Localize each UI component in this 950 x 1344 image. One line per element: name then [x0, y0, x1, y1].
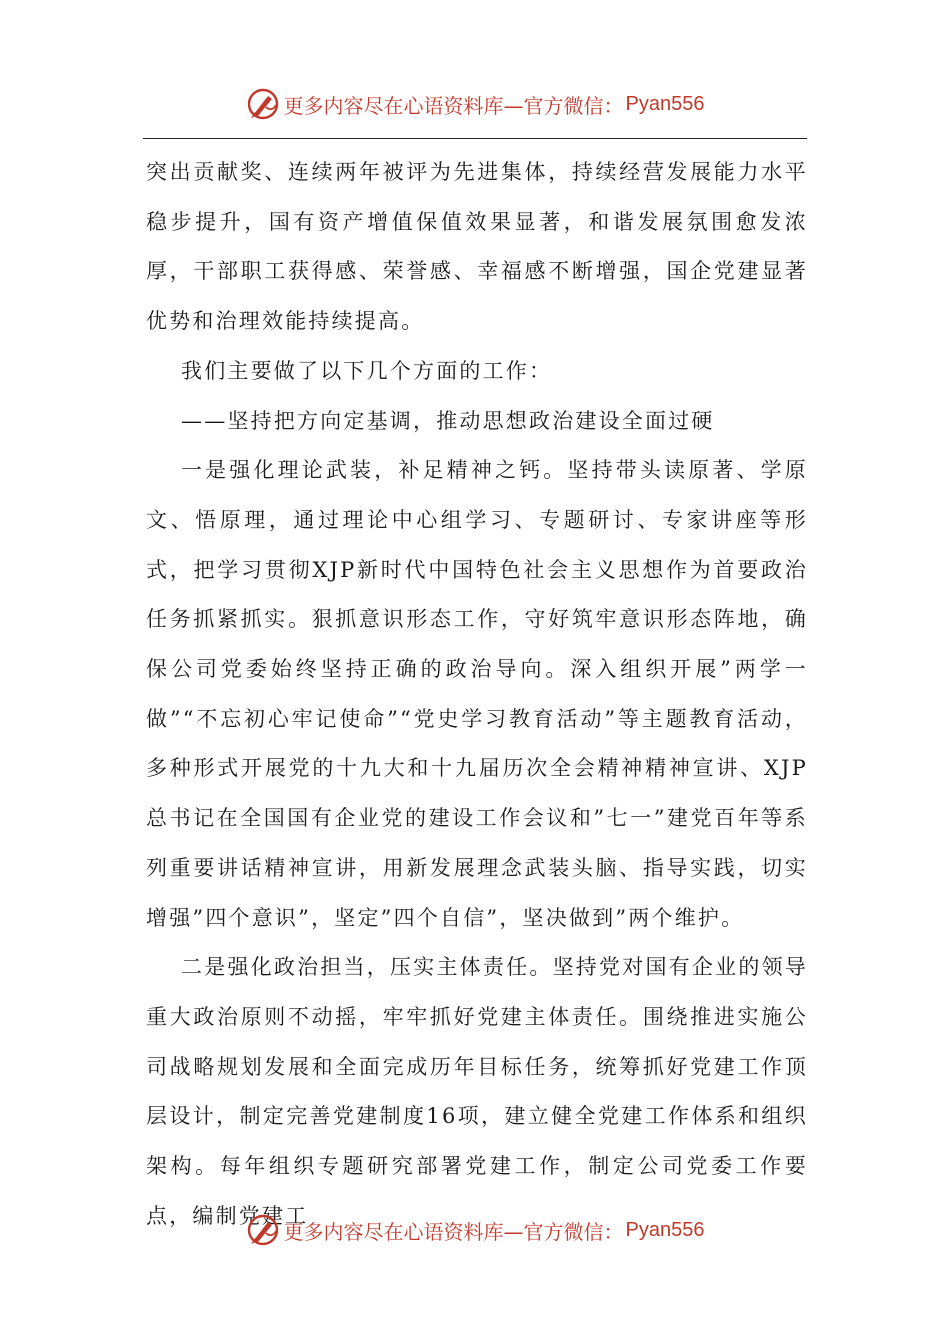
header-divider — [143, 138, 807, 139]
paragraph-2: 我们主要做了以下几个方面的工作： — [181, 358, 553, 383]
banner-text: 更多内容尽在心语资料库—官方微信： — [283, 93, 624, 118]
banner-text: 更多内容尽在心语资料库—官方微信： — [283, 1219, 624, 1244]
paragraph-1: 突出贡献奖、连续两年被评为先进集体，持续经营发展能力水平稳步提升，国有资产增值保值效果显著，和谐发展氛围愈发浓厚，干部职工获得感、荣誉感、幸福感不断增强，国企党建显著优势和治理效能持续提高。 — [146, 160, 808, 334]
banner-handle: Pyan556 — [625, 1218, 705, 1241]
pen-logo-icon — [246, 1213, 280, 1247]
footer-banner — [0, 1210, 950, 1250]
paragraph-3: 一是强化理论武装，补足精神之钙。坚持带头读原著、学原文、悟原理，通过理论中心组学习、专题研讨、专家讲座等形式，把学习贯彻XJP新时代中国特色社会主义思想作为首要政治任务抓紧抓实。狠抓意识形态工作，守好筑牢意识形态阵地，确保公司党委始终坚持正确的政治导向。深入组织开展”两学一做”“不忘初心牢记使命”“党史学习教育活动”等主题教育活动，多种形式开展党的十九大和十九届历次全会精神精神宣讲、XJP总书记在全国国有企业党的建设工作会议和”七一”建党百年等系列重要讲话精神宣讲，用新发展理念武装头脑、指导实践，切实增强”四个意识”，坚定”四个自信”，坚决做到”两个维护。 — [146, 458, 808, 930]
banner-handle: Pyan556 — [625, 92, 705, 115]
document-body — [146, 148, 808, 1241]
pen-logo-icon — [246, 87, 280, 121]
section-heading: ——坚持把方向定基调，推动思想政治建设全面过硬 — [181, 408, 715, 433]
paragraph-4: 二是强化政治担当，压实主体责任。坚持党对国有企业的领导重大政治原则不动摇，牢牢抓好党建主体责任。围绕推进实施公司战略规划发展和全面完成历年目标任务，统筹抓好党建工作顶层设计，制定完善党建制度16项，建立健全党建工作体系和组织架构。每年组织专题研究部署党建工作，制定公司党委工作要点，编制党建工 — [146, 955, 808, 1228]
header-banner — [0, 84, 950, 124]
